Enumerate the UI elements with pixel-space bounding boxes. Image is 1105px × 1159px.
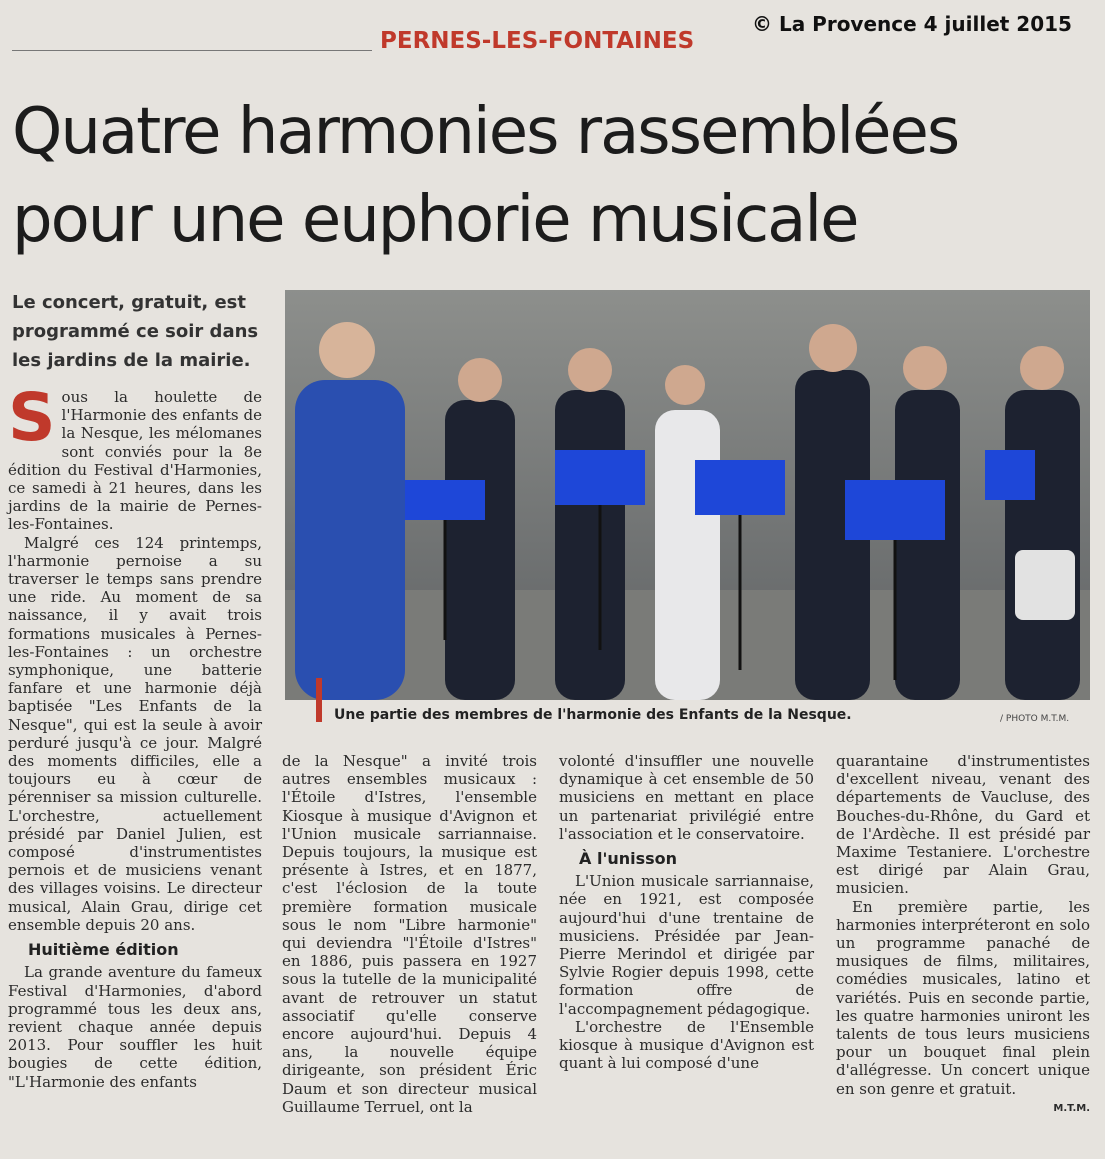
photo-caption: Une partie des membres de l'harmonie des Enfants de la Nesque. (334, 707, 852, 723)
drop-cap: S (8, 379, 56, 456)
article-column-3 (559, 752, 814, 1072)
author-signature: M.T.M. (1053, 1102, 1090, 1114)
paragraph-festival: La grande aventure du fameux Festival d'Harmonies, d'abord programmé tous les deux ans, revient chaque année depuis 2013. Pour souffler les huit bougies de cette édition, "L'Harmonie des enfants (8, 963, 262, 1091)
rubric-label: PERNES-LES-FONTAINES (380, 28, 695, 54)
article-column-1 (8, 379, 262, 1091)
paragraph-avignon-cont: quarantaine d'instrumentistes d'excellent niveau, venant des départements de Vaucluse, des Bouches-du-Rhône, du Gard et de l'Ardèche. Il est présidé par Maxime Testaniere. L'orchestre est dirigé par Alain Grau, musicien. (836, 752, 1090, 898)
copyright-notice: © La Provence 4 juillet 2015 (752, 12, 1072, 36)
paragraph-intro: ous la houlette de l'Harmonie des enfants de la Nesque, les mélomanes sont conviés pour la 8e édition du Festival d'Harmonies, ce samedi à 21 heures, dans les jardins de la mairie de Pernes-les-Fontaines. (8, 388, 262, 534)
paragraph-ensembles: de la Nesque" a invité trois autres ensembles musicaux : l'Étoile d'Istres, l'ensemble Kiosque à musique d'Avignon et l'Union musicale sarriannaise. Depuis toujours, la musique est présente à Istres, et en 1877, c'est l'éclosion de la toute première formation musicale sous le nom "Libre harmonie" qui deviendra "l'Étoile d'Istres" en 1886, puis passera en 1927 sous la tutelle de la municipalité avant de retrouver un statut associatif qu'elle conserve encore aujourd'hui. Depuis 4 ans, la nouvelle équipe dirigeante, son président Éric Daum et son directeur musical Guillaume Terruel, ont la (282, 752, 537, 1116)
paragraph-istres-end: volonté d'insuffler une nouvelle dynamique à cet ensemble de 50 musiciens en mettant en place un partenariat privilégié entre l'association et le conservatoire. (559, 752, 814, 843)
paragraph-history: Malgré ces 124 printemps, l'harmonie pernoise a su traverser le temps sans prendre une ride. Au moment de sa naissance, il y avait trois formations musicales à Pernes-les-Fontaines : un orchestre symphonique, une batterie fanfare et une harmonie déjà baptisée "Les Enfants de la Nesque", qui est la seule à avoir perduré jusqu'à ce jour. Malgré des moments difficiles, elle a toujours eu à cœur de pérenniser sa mission culturelle. L'orchestre, actuellement présidé par Daniel Julien, est composé d'instrumentistes pernois et de musiciens venant des villages voisins. Le directeur musical, Alain Grau, dirige cet ensemble depuis 20 ans. (8, 533, 262, 934)
article-column-4 (836, 752, 1090, 1118)
subhead-unisson: À l'unisson (579, 849, 678, 869)
paragraph-avignon: L'orchestre de l'Ensemble kiosque à musique d'Avignon est quant à lui composé d'une (559, 1017, 814, 1073)
headline-line-1: Quatre harmonies rassemblées (12, 95, 959, 169)
headline-line-2: pour une euphorie musicale (12, 183, 858, 257)
paragraph-sarrians: L'Union musicale sarriannaise, née en 1921, est composée aujourd'hui d'une trentaine de musiciens. Présidée par Jean-Pierre Merindol et dirigée par Sylvie Rogier depuis 1998, cette formation offre de l'accompagnement pédagogique. (559, 872, 814, 1018)
subhead-huitieme-edition: Huitième édition (28, 940, 179, 960)
headline (12, 88, 1102, 264)
dek: Le concert, gratuit, est programmé ce soir dans les jardins de la mairie. (12, 292, 259, 371)
rubric-rule (12, 50, 372, 51)
caption-accent-bar (316, 678, 322, 722)
orchestra-photo (285, 290, 1090, 700)
article-column-2 (282, 752, 537, 1116)
photo-credit: / PHOTO M.T.M. (1000, 714, 1070, 724)
paragraph-program: En première partie, les harmonies interpréteront en solo un programme panaché de musiques de films, militaires, comédies musicales, latino et variétés. Puis en seconde partie, les quatre harmonies uniront les talents de tous leurs musiciens pour un bouquet final plein d'allégresse. Un concert unique en son genre et gratuit. (836, 897, 1090, 1098)
orchestra-photo-illustration (285, 290, 1090, 700)
